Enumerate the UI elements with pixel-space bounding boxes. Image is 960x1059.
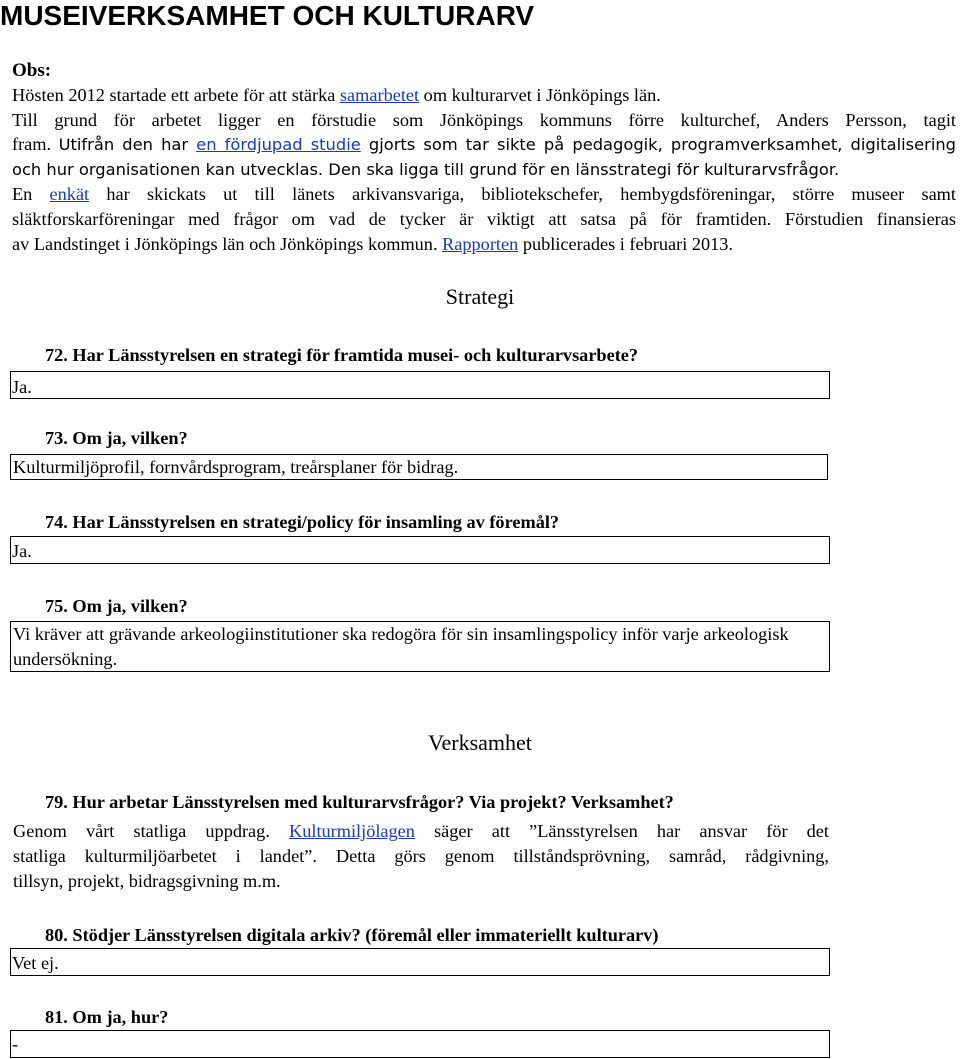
intro-line-2: Till grund för arbetet ligger en förstudie som Jönköpings kommuns förre kulturchef, Anders Persson, tagit <box>12 109 956 130</box>
question-79: 79. Hur arbetar Länsstyrelsen med kulturarvsfrågor? Via projekt? Verksamhet? <box>45 792 674 812</box>
question-81: 81. Om ja, hur? <box>45 1007 169 1027</box>
page-title: MUSEIVERKSAMHET OCH KULTURARV <box>0 0 535 31</box>
question-72: 72. Har Länsstyrelsen en strategi för framtida musei- och kulturarvsarbete? <box>45 345 639 365</box>
intro-text <box>12 83 956 256</box>
kulturmiljolagen-link[interactable]: Kulturmiljölagen <box>289 821 415 841</box>
enkat-link[interactable]: enkät <box>49 184 90 205</box>
answer-72: Ja. <box>12 377 32 397</box>
intro-line-4: och hur organisationen kan utvecklas. Den ska ligga till grund för en länsstrategi för kulturarvsfrågor. <box>12 159 840 179</box>
intro-line-5: En enkät har skickats ut till länets arkivansvariga, bibliotekschefer, hembygdsföreningar, större museer samt <box>12 184 956 205</box>
answer-74-box <box>10 536 830 564</box>
answer-79-line-2: statliga kulturmiljöarbetet i landet”. Detta görs genom tillståndsprövning, samråd, rådgivning, <box>13 845 829 866</box>
intro-line-1: Hösten 2012 startade ett arbete för att stärka samarbetet om kulturarvet i Jönköpings län. <box>12 85 661 105</box>
intro-line-7: av Landstinget i Jönköpings län och Jönköpings kommun. Rapporten publicerades i februari 2013. <box>12 233 733 254</box>
answer-74: Ja. <box>12 541 32 561</box>
question-73: 73. Om ja, vilken? <box>45 428 188 448</box>
section-heading-verksamhet: Verksamhet <box>428 730 532 755</box>
answer-75: Vi kräver att grävande arkeologiinstitutioner ska redogöra för sin insamlingspolicy inför varje arkeologisk undersökning. <box>10 621 830 672</box>
answer-80: Vet ej. <box>12 953 59 973</box>
answer-79-line-1: Genom vårt statliga uppdrag. Kulturmiljölagen säger att ”Länsstyrelsen har ansvar för det <box>13 821 829 841</box>
fordjupad-studie-link[interactable]: en fördjupad studie <box>196 135 361 155</box>
answer-72-box <box>10 371 830 399</box>
question-74: 74. Har Länsstyrelsen en strategi/policy för insamling av föremål? <box>45 512 560 532</box>
rapporten-link[interactable]: Rapporten <box>442 233 519 254</box>
intro-line-6: släktforskarföreningar med frågor om vad de tycker är viktigt att satsa på för framtiden. Förstudien finansieras <box>12 208 956 229</box>
answer-73: Kulturmiljöprofil, fornvårdsprogram, treårsplaner för bidrag. <box>10 454 828 480</box>
section-heading-strategi: Strategi <box>445 284 515 309</box>
samarbetet-link[interactable]: samarbetet <box>339 85 420 105</box>
question-75: 75. Om ja, vilken? <box>45 596 188 616</box>
intro-line-3: fram. Utifrån den har en fördjupad studie gjorts som tar sikte på pedagogik, programverksamhet, digitalisering <box>12 134 957 155</box>
answer-79-line-3: tillsyn, projekt, bidragsgivning m.m. <box>13 870 281 891</box>
answer-81-box <box>10 1030 830 1058</box>
answer-81: - <box>12 1034 19 1054</box>
question-80: 80. Stödjer Länsstyrelsen digitala arkiv? (föremål eller immateriellt kulturarv) <box>45 925 659 945</box>
obs-label: Obs: <box>12 60 52 81</box>
answer-80-box <box>10 948 830 976</box>
answer-79 <box>10 818 830 894</box>
